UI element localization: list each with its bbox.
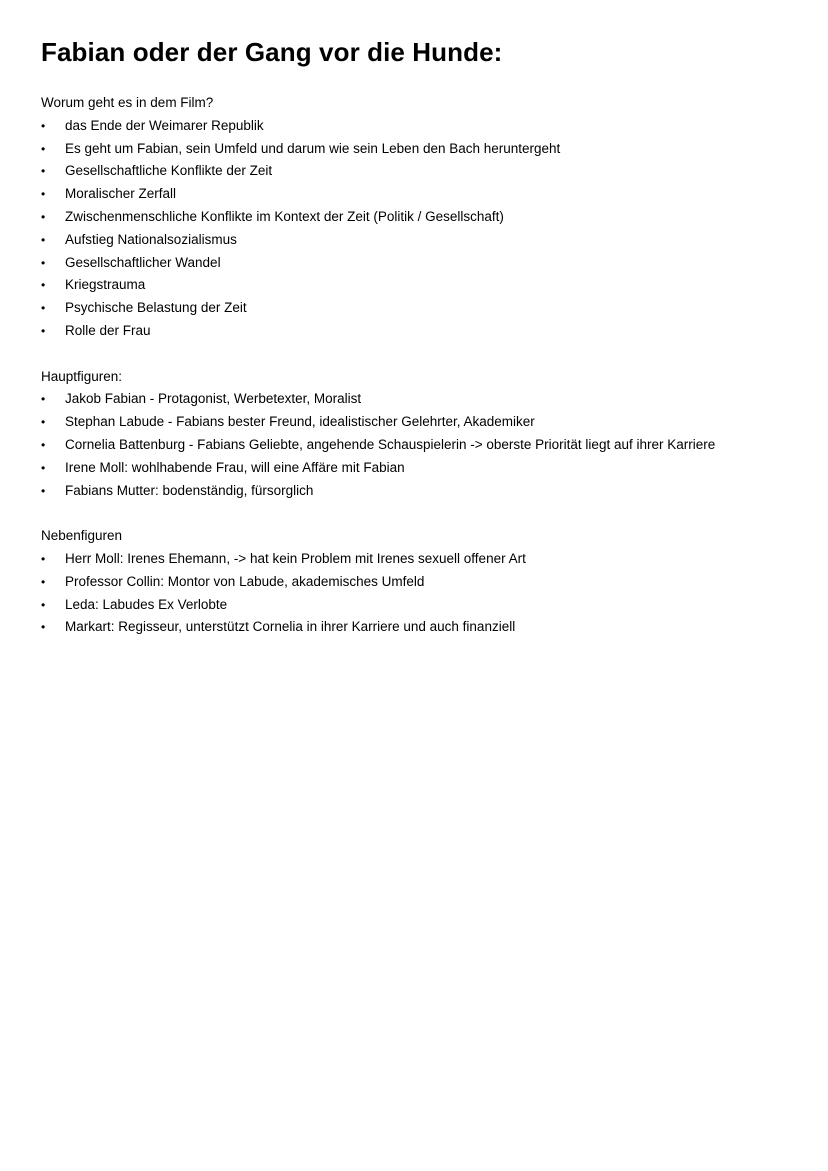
list-item-text: Stephan Labude - Fabians bester Freund, idealistischer Gelehrter, Akademiker	[65, 414, 535, 430]
bullet-icon: •	[41, 301, 46, 316]
bullet-icon: •	[41, 483, 46, 498]
section-heading-main-characters: Hauptfiguren:	[41, 368, 123, 384]
bullet-icon: •	[41, 620, 46, 635]
list-item	[41, 183, 788, 206]
list-item	[41, 229, 788, 252]
main-characters-list	[41, 388, 788, 502]
list-item	[41, 138, 788, 161]
section-heading-topic: Worum geht es in dem Film?	[41, 95, 214, 110]
bullet-icon: •	[41, 255, 46, 270]
page-title: Fabian oder der Gang vor die Hunde:	[41, 37, 503, 67]
list-item-text: Cornelia Battenburg - Fabians Geliebte, angehende Schauspielerin -> oberste Priorität liegt auf ihrer Karriere	[65, 436, 716, 452]
section-spacer	[41, 343, 788, 366]
list-item-text: Rolle der Frau	[65, 322, 151, 338]
bullet-icon: •	[41, 437, 46, 452]
section-spacer	[41, 502, 788, 525]
bullet-icon: •	[41, 415, 46, 430]
list-item-text: Herr Moll: Irenes Ehemann, -> hat kein Problem mit Irenes sexuell offener Art	[65, 550, 526, 566]
section-heading-minor-characters: Nebenfiguren	[41, 528, 123, 544]
list-item-text: Zwischenmenschliche Konflikte im Kontext der Zeit (Politik / Gesellschaft)	[65, 208, 504, 224]
list-item	[41, 160, 788, 183]
bullet-icon: •	[41, 209, 46, 224]
bullet-icon: •	[41, 187, 46, 202]
list-item-text: Professor Collin: Montor von Labude, akademisches Umfeld	[65, 573, 425, 589]
bullet-icon: •	[41, 460, 46, 475]
bullet-icon: •	[41, 232, 46, 247]
bullet-icon: •	[41, 574, 46, 589]
list-item	[41, 320, 788, 343]
list-item-text: Fabians Mutter: bodenständig, fürsorglich	[65, 482, 314, 498]
bullet-icon: •	[41, 278, 46, 293]
list-item-text: Jakob Fabian - Protagonist, Werbetexter, Moralist	[65, 391, 362, 407]
list-item	[41, 594, 788, 617]
title-spacer	[41, 68, 788, 92]
topic-list	[41, 115, 788, 343]
list-item	[41, 297, 788, 320]
list-item-text: Leda: Labudes Ex Verlobte	[65, 596, 228, 612]
list-item-text: Gesellschaftlicher Wandel	[65, 254, 221, 270]
list-item	[41, 206, 788, 229]
bullet-icon: •	[41, 597, 46, 612]
list-item-text: das Ende der Weimarer Republik	[65, 117, 264, 133]
list-item	[41, 434, 788, 457]
list-item-text: Gesellschaftliche Konflikte der Zeit	[65, 163, 273, 179]
section-main-characters	[41, 366, 788, 503]
list-item	[41, 411, 788, 434]
list-item	[41, 457, 788, 480]
list-item	[41, 274, 788, 297]
list-item	[41, 571, 788, 594]
list-item-text: Kriegstrauma	[65, 277, 146, 293]
minor-characters-list	[41, 548, 788, 639]
list-item-text: Es geht um Fabian, sein Umfeld und darum wie sein Leben den Bach heruntergeht	[65, 140, 561, 156]
bullet-icon: •	[41, 323, 46, 338]
list-item-text: Irene Moll: wohlhabende Frau, will eine Affäre mit Fabian	[65, 459, 405, 475]
list-item	[41, 548, 788, 571]
list-item	[41, 115, 788, 138]
bullet-icon: •	[41, 141, 46, 156]
section-minor-characters	[41, 525, 788, 639]
list-item	[41, 388, 788, 411]
list-item	[41, 616, 788, 639]
bullet-icon: •	[41, 164, 46, 179]
list-item-text: Aufstieg Nationalsozialismus	[65, 231, 237, 247]
section-topic	[41, 92, 788, 343]
bullet-icon: •	[41, 551, 46, 566]
list-item	[41, 480, 788, 503]
list-item-text: Markart: Regisseur, unterstützt Cornelia in ihrer Karriere und auch finanziell	[65, 619, 516, 635]
list-item-text: Psychische Belastung der Zeit	[65, 300, 247, 316]
bullet-icon: •	[41, 118, 46, 133]
bullet-icon: •	[41, 392, 46, 407]
list-item-text: Moralischer Zerfall	[65, 186, 177, 202]
list-item	[41, 252, 788, 275]
